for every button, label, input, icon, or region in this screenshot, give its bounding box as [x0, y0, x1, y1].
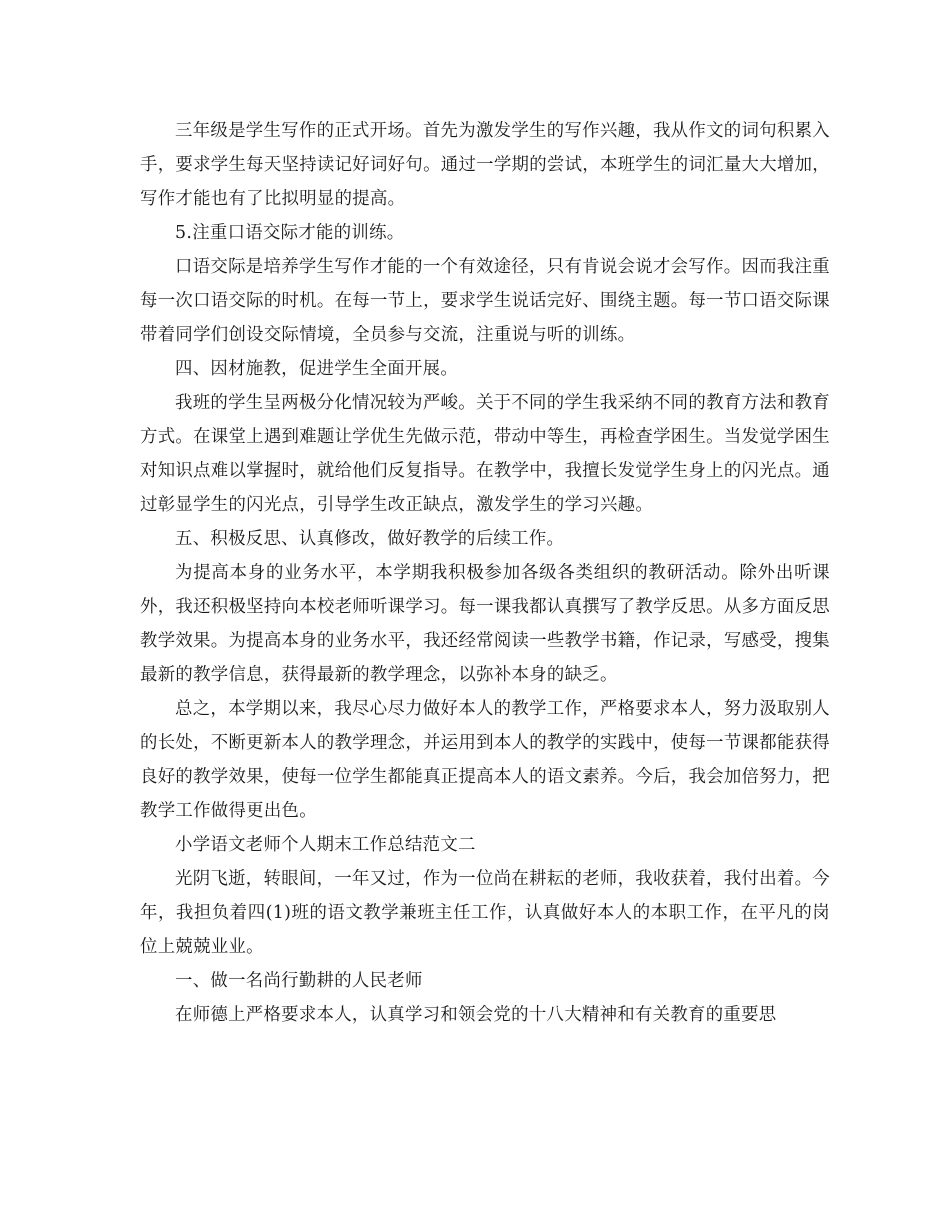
paragraph-sample-two-intro: 光阴飞逝，转眼间，一年又过，作为一位尚在耕耘的老师，我收获着，我付出着。今年，我担负着四(1)班的语文教学兼班主任工作，认真做好本人的本职工作，在平凡的岗位上兢兢业业。	[140, 869, 830, 957]
heading-reflection: 五、积极反思、认真修改，做好教学的后续工作。	[175, 529, 565, 549]
paragraph-reflection: 为提高本身的业务水平，本学期我积极参加各级各类组织的教研活动。除外出听课外，我还积极坚持向本校老师听课学习。每一课我都认真撰写了教学反思。从多方面反思教学效果。为提高本身的业务水平，我还经常阅读一些教学书籍，作记录，写感受，搜集最新的教学信息，获得最新的教学理念，以弥补本身的缺乏。	[140, 563, 830, 685]
document-page	[140, 114, 830, 1032]
paragraph-conclusion: 总之，本学期以来，我尽心尽力做好本人的教学工作，严格要求本人，努力汲取别人的长处，不断更新本人的教学理念，并运用到本人的教学的实践中，使每一节课都能获得良好的教学效果，使每一位学生都能真正提高本人的语文素养。今后，我会加倍努力，把教学工作做得更出色。	[140, 699, 830, 821]
heading-sample-two: 小学语文老师个人期末工作总结范文二	[175, 835, 476, 855]
paragraph-individualized-teaching: 我班的学生呈两极分化情况较为严峻。关于不同的学生我采纳不同的教育方法和教育方式。在课堂上遇到难题让学优生先做示范，带动中等生，再检查学困生。当发觉学困生对知识点难以掌握时，就给他们反复指导。在教学中，我擅长发觉学生身上的闪光点。通过彰显学生的闪光点，引导学生改正缺点，激发学生的学习兴趣。	[140, 393, 830, 515]
paragraph-oral-communication: 口语交际是培养学生写作才能的一个有效途径，只有肯说会说才会写作。因而我注重每一次口语交际的时机。在每一节上，要求学生说话完好、围绕主题。每一节口语交际课带着同学们创设交际情境，全员参与交流，注重说与听的训练。	[140, 257, 830, 345]
paragraph-ethics: 在师德上严格要求本人，认真学习和领会党的十八大精神和有关教育的重要思	[175, 1005, 777, 1025]
heading-individualized-teaching: 四、因材施教，促进学生全面开展。	[175, 359, 459, 379]
heading-diligent-teacher: 一、做一名尚行勤耕的人民老师	[175, 971, 423, 991]
paragraph-writing-start: 三年级是学生写作的正式开场。首先为激发学生的写作兴趣，我从作文的词句积累入手，要求学生每天坚持读记好词好句。通过一学期的尝试，本班学生的词汇量大大增加，写作才能也有了比拟明显的提高。	[140, 121, 830, 209]
heading-oral-communication: 5.注重口语交际才能的训练。	[175, 223, 405, 243]
